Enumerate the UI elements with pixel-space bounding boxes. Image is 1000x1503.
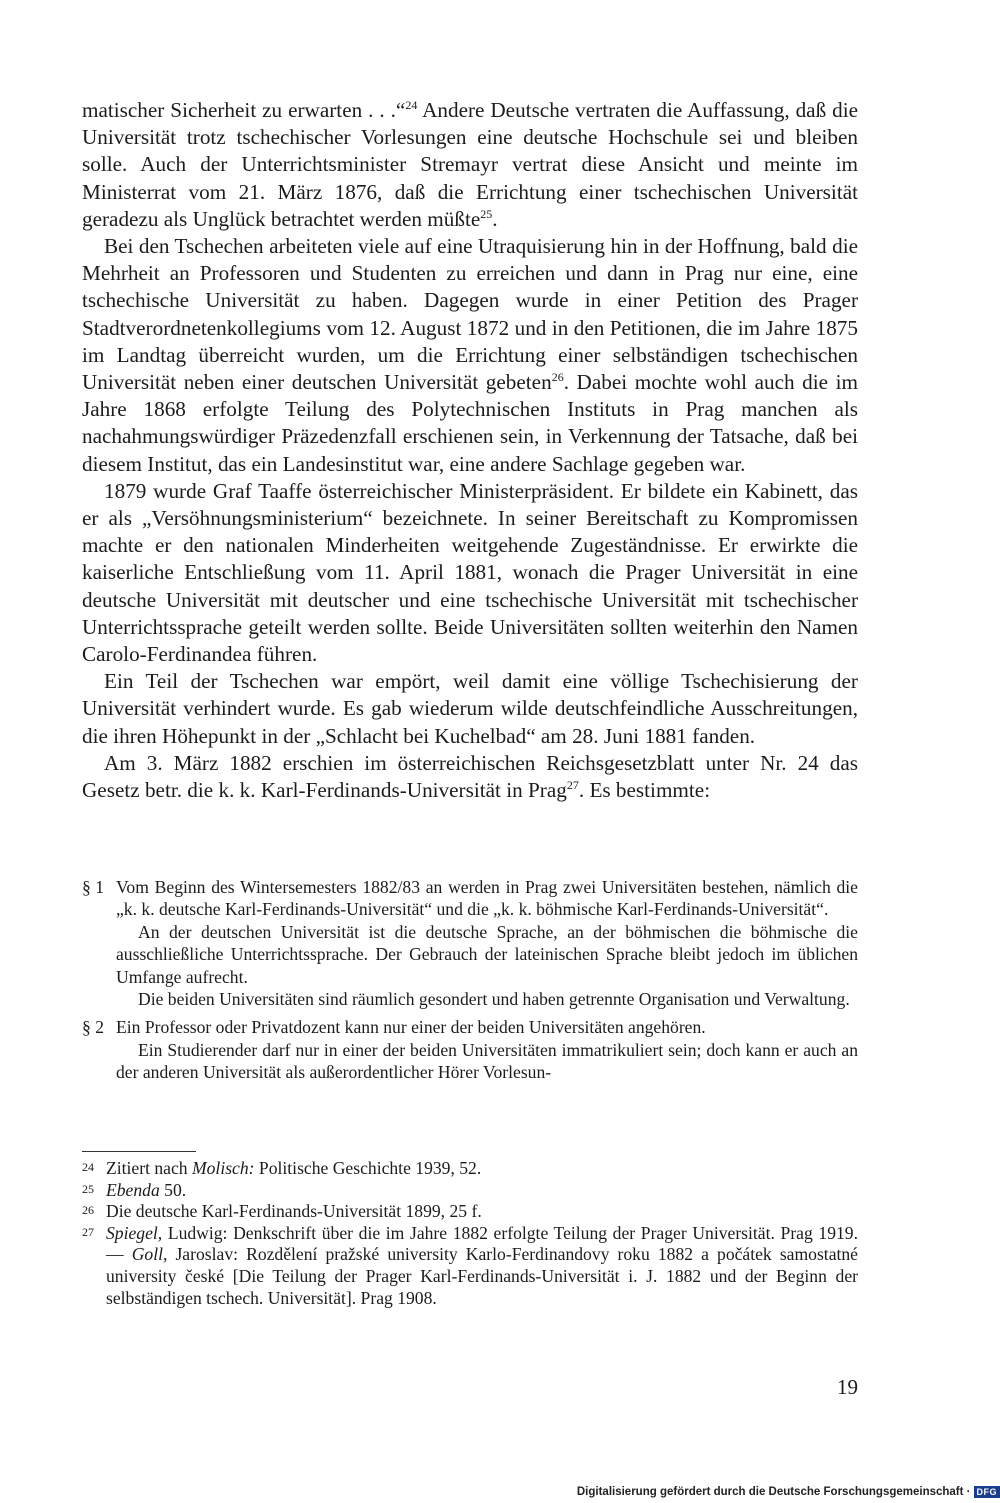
paragraph-1: matischer Sicherheit zu erwarten . . .“$^{24}$ Andere Deutsche vertraten die Auffassung, daß die Universität trotz tschechischer Vorlesungen eine deutsche Hochschule sei und bleiben solle. Auch der Unterrichtsminister Stremayr vertrat diese Ansicht und meinte im Ministerrat vom 21. März 1876, daß die Errichtung einer tschechischen Universität geradezu als Unglück betrachtet werden müßte$^{25}$. — [82, 97, 858, 231]
footnotes — [82, 1158, 858, 1309]
digitization-credit — [577, 1486, 1000, 1498]
paragraph-4: Ein Teil der Tschechen war empört, weil damit eine völlige Tschechisierung der Universität verhindert wurde. Es gab wiederum wilde deutschfeindliche Ausschreitungen, die ihren Höhepunkt in der „Schlacht bei Kuchelbad“ am 28. Juni 1881 fanden. — [82, 669, 858, 748]
footnote-ref-24[interactable]: 24 — [405, 97, 418, 112]
law-quotation — [82, 876, 858, 1084]
footnote-27 — [82, 1223, 858, 1309]
law-section-1 — [82, 876, 858, 1010]
law-section-2 — [82, 1016, 858, 1083]
page-number: 19 — [837, 1375, 858, 1399]
footnote-text: Spiegel, Ludwig: Denkschrift über die im Jahre 1882 erfolgte Teilung der Prager Universität. Prag 1919. — Goll, Jaroslav: Rozdělení pražské university Karlo-Ferdinandovy roku 1882 a počátek samostatné university české [Die Teilung der Prager Karl-Ferdinands-Universität i. J. 1882 und der Beginn der selbständigen tschech. Universität]. Prag 1908. — [106, 1222, 858, 1308]
paragraph-5: Am 3. März 1882 erschien im österreichischen Reichsgesetzblatt unter Nr. 24 das Gesetz betr. die k. k. Karl-Ferdinands-Universität in Prag$^{27}$. Es bestimmte: — [82, 750, 858, 803]
section-paragraph: Die beiden Universitäten sind räumlich gesondert und haben getrennte Organisation und Verwaltung. — [138, 989, 850, 1010]
book-page — [82, 0, 858, 1503]
paragraph-2: Bei den Tschechen arbeiteten viele auf eine Utraquisierung hin in der Hoffnung, bald die Mehrheit an Professoren und Studenten zu erreichen und dann in Prag nur eine, eine tschechische Universität zu haben. Dagegen wurde in einer Petition des Prager Stadtverordnetenkollegiums vom 12. August 1872 und in den Petitionen, die im Jahre 1875 im Landtag überreicht wurden, um die Errichtung einer selbständigen tschechischen Universität neben einer deutschen Universität gebeten$^{26}$. Dabei mochte wohl auch die im Jahre 1868 erfolgte Teilung des Polytechnischen Instituts in Prag manchen als nachahmungswürdiger Präzedenzfall erschienen sein, in Verkennung der Tatsache, daß bei diesem Institut, das ein Landesinstitut war, eine andere Sachlage gegeben war. — [82, 234, 858, 476]
footnote-number: 25 — [82, 1181, 94, 1196]
author-name: Ebenda — [106, 1179, 160, 1200]
section-paragraph: Ein Professor oder Privatdozent kann nur einer der beiden Universitäten angehören. — [116, 1017, 706, 1038]
footnote-ref-25[interactable]: 25 — [480, 206, 493, 221]
author-name: Spiegel, — [106, 1222, 163, 1243]
section-body — [116, 876, 858, 1010]
footnote-25 — [82, 1180, 858, 1202]
credit-text: Digitalisierung gefördert durch die Deutsche Forschungsgemeinschaft · — [576, 1486, 971, 1498]
footnote-number: 24 — [82, 1160, 94, 1174]
footnote-number: 26 — [82, 1203, 94, 1218]
section-paragraph: An der deutschen Universität ist die deutsche Sprache, an der böhmischen die böhmische die ausschließliche Unterrichtssprache. Der Gebrauch der lateinischen Sprache bleibt jedoch im üblichen Umfange aufrecht. — [116, 921, 858, 987]
paragraph-3: 1879 wurde Graf Taaffe österreichischer Ministerpräsident. Er bildete ein Kabinett, das er als „Versöhnungsministerium“ bezeichnete. In seiner Bereitschaft zu Kompromissen machte er den nationalen Minderheiten weitgehende Zugeständnisse. Er erwirkte die kaiserliche Entschließung vom 11. April 1881, wonach die Prager Universität in eine deutsche Universität mit deutscher und eine tschechische Universität mit tschechischer Unterrichtssprache geteilt werden sollte. Beide Universitäten sollten weiterhin den Namen Carolo-Ferdinandea führen. — [82, 478, 858, 667]
author-name: Goll, — [131, 1244, 168, 1265]
footnote-text: Ebenda 50. — [106, 1179, 187, 1200]
dfg-logo-icon: DFG — [974, 1486, 1000, 1498]
section-paragraph: Ein Studierender darf nur in einer der beiden Universitäten immatrikuliert sein; doch kann er auch an der anderen Universität als außerordentlicher Hörer Vorlesun- — [116, 1039, 858, 1083]
section-number: § 2 — [82, 1017, 104, 1038]
section-paragraph: Vom Beginn des Wintersemesters 1882/83 an werden in Prag zwei Universitäten bestehen, nämlich die „k. k. deutsche Karl-Ferdinands-Universität“ und die „k. k. böhmische Karl-Ferdinands-Universität“. — [116, 877, 858, 920]
main-text — [82, 97, 858, 804]
section-body — [116, 1016, 858, 1083]
section-number: § 1 — [82, 877, 104, 897]
footnote-ref-27[interactable]: 27 — [566, 778, 579, 793]
footnote-divider — [82, 1151, 196, 1152]
footnote-text: Die deutsche Karl-Ferdinands-Universität 1899, 25 f. — [106, 1201, 482, 1222]
author-name: Molisch: — [191, 1158, 255, 1178]
footnote-text: Zitiert nach Molisch: Politische Geschichte 1939, 52. — [106, 1158, 482, 1178]
footnote-number: 27 — [82, 1224, 94, 1239]
footnote-26 — [82, 1201, 858, 1223]
footnote-24 — [82, 1158, 858, 1180]
footnote-ref-26[interactable]: 26 — [551, 369, 564, 384]
